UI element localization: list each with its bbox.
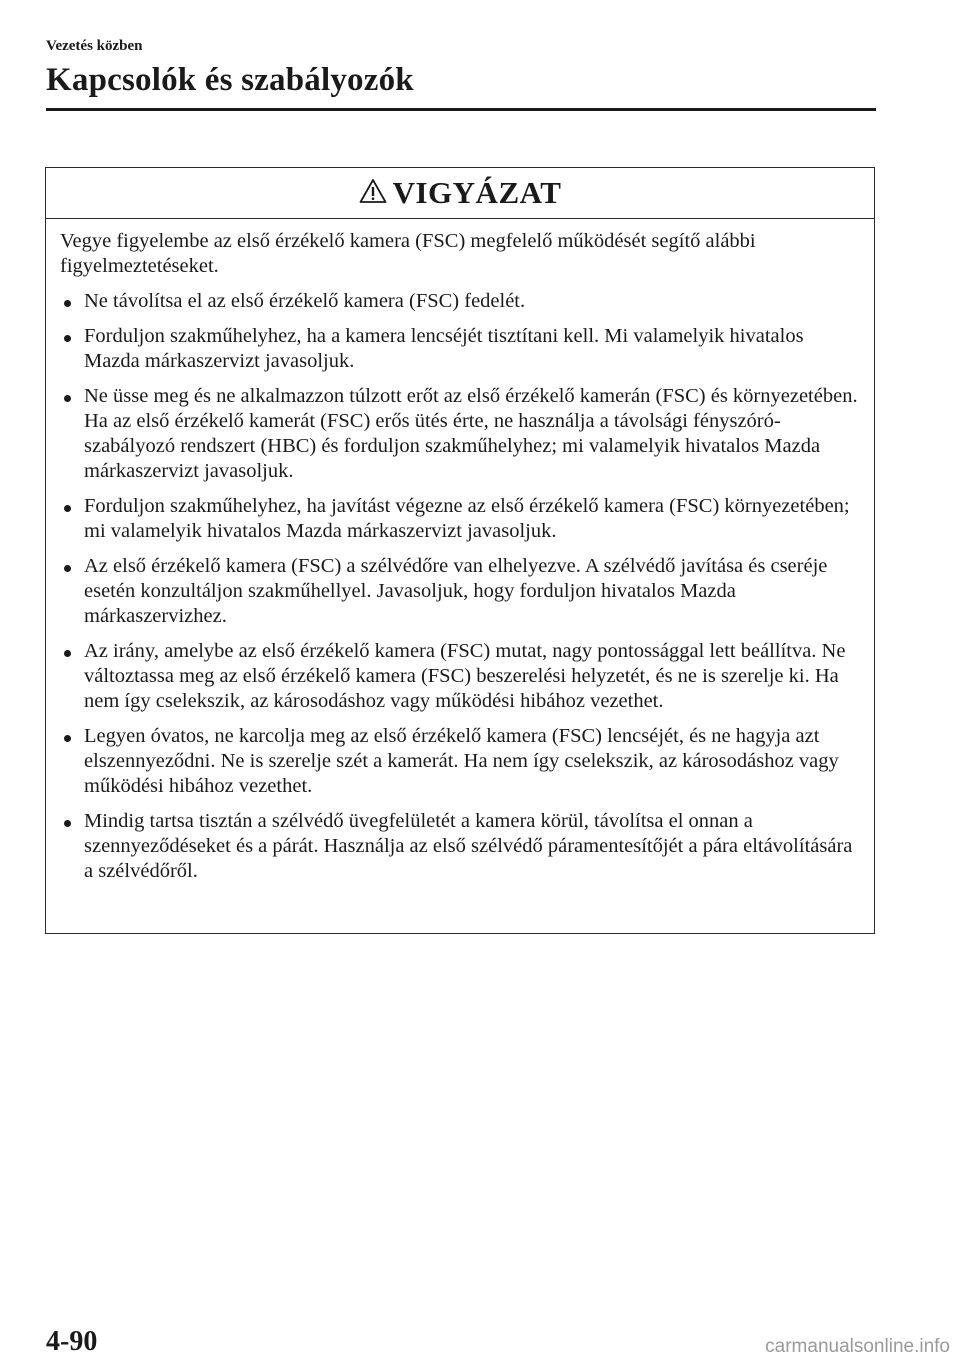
- bullet-icon: [64, 300, 71, 307]
- title-rule: [46, 108, 876, 111]
- bullet-icon: [64, 395, 71, 402]
- caution-item: Ne távolítsa el az első érzékelő kamera (FSC) fedelét.: [60, 289, 860, 314]
- page-number: 4-90: [46, 1326, 98, 1357]
- caution-item: Az irány, amelybe az első érzékelő kamera (FSC) mutat, nagy pontossággal lett beállítva. Ne változtassa meg az első érzékelő kamera (FSC) beszerelési helyzetét, és ne is szerelje ki. Ha nem így cselekszik, az károsodáshoz vagy működési hibához vezethet.: [60, 639, 860, 714]
- bullet-icon: [64, 820, 71, 827]
- bullet-icon: [64, 650, 71, 657]
- warning-triangle-icon: [359, 178, 387, 209]
- caution-box: [45, 167, 875, 934]
- caution-intro: Vegye figyelembe az első érzékelő kamera (FSC) megfelelő működését segítő alábbi figyelmeztetéseket.: [60, 230, 756, 277]
- chapter-title: Kapcsolók és szabályozók: [46, 62, 414, 98]
- caution-item: Ne üsse meg és ne alkalmazzon túlzott erőt az első érzékelő kamerán (FSC) és környezetében. Ha az első érzékelő kamerát (FSC) erős ütés érte, ne használja a távolsági fényszóró-szabályozó rendszert (HBC) és forduljon szakműhelyhez; mi valamelyik hivatalos Mazda márkaszervizt javasoljuk.: [60, 384, 860, 484]
- section-label: Vezetés közben: [46, 38, 143, 54]
- caution-title: VIGYÁZAT: [392, 175, 562, 210]
- caution-item: Forduljon szakműhelyhez, ha javítást végezne az első érzékelő kamera (FSC) környezetében; mi valamelyik hivatalos Mazda márkaszervizt javasoljuk.: [60, 494, 860, 544]
- caution-item: Mindig tartsa tisztán a szélvédő üvegfelületét a kamera körül, távolítsa el onnan a szennyeződéseket és a párát. Használja az első szélvédő páramentesítőjét a pára eltávolítására a szélvédőről.: [60, 809, 860, 884]
- caution-item: Forduljon szakműhelyhez, ha a kamera lencséjét tisztítani kell. Mi valamelyik hivatalos Mazda márkaszervizt javasoljuk.: [60, 324, 860, 374]
- bullet-icon: [64, 735, 71, 742]
- caution-header: [46, 168, 874, 219]
- watermark: carmanualsonline.info: [765, 1336, 950, 1357]
- bullet-icon: [64, 505, 71, 512]
- caution-list: [60, 289, 860, 884]
- bullet-icon: [64, 335, 71, 342]
- caution-body: [46, 219, 874, 884]
- caution-item: Az első érzékelő kamera (FSC) a szélvédőre van elhelyezve. A szélvédő javítása és cseréje esetén konzultáljon szakműhellyel. Javasoljuk, hogy forduljon hivatalos Mazda márkaszervizhez.: [60, 554, 860, 629]
- bullet-icon: [64, 565, 71, 572]
- caution-item: Legyen óvatos, ne karcolja meg az első érzékelő kamera (FSC) lencséjét, és ne hagyja azt elszennyeződni. Ne is szerelje szét a kamerát. Ha nem így cselekszik, az károsodáshoz vagy működési hibához vezethet.: [60, 724, 860, 799]
